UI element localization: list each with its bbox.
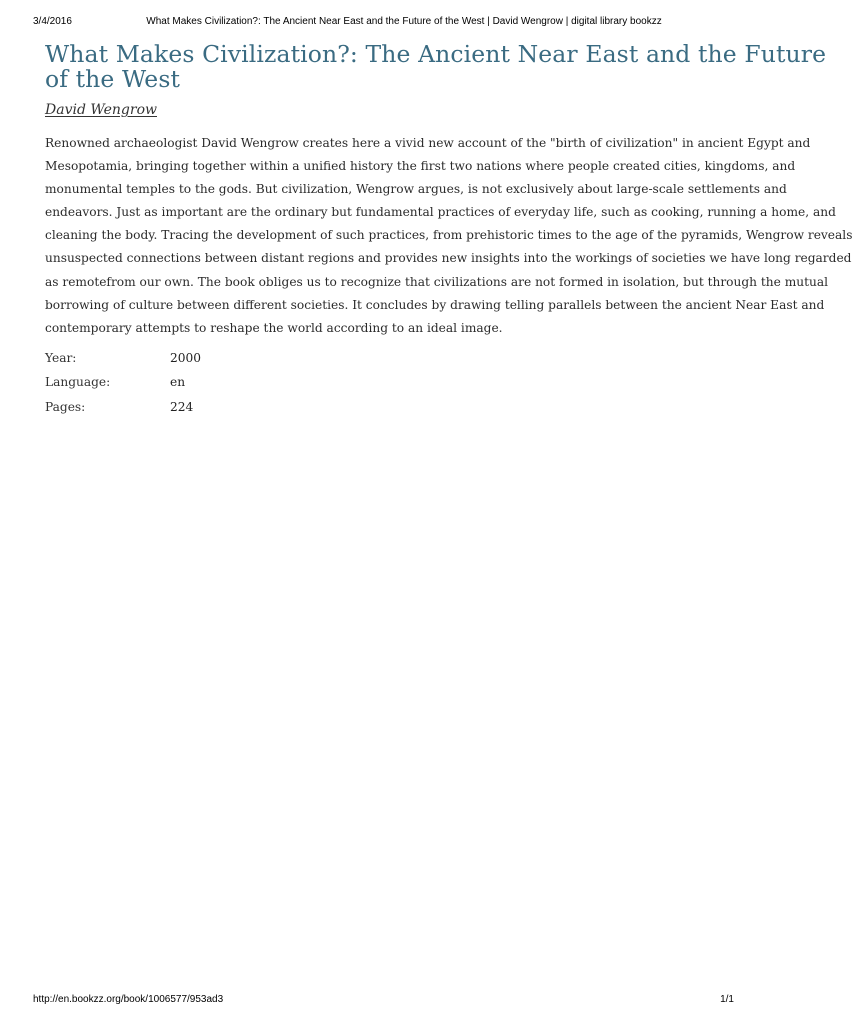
book-description <box>45 132 852 340</box>
meta-row-year <box>45 351 724 376</box>
description-line: borrowing of culture between different societies. It concludes by drawing telling parallels between the ancient Near East and <box>45 297 825 312</box>
print-page-title: What Makes Civilization?: The Ancient Near East and the Future of the West | David Wengrow | digital library bookzz <box>146 16 662 27</box>
meta-key: Pages: <box>45 399 86 414</box>
description-line: contemporary attempts to reshape the world according to an ideal image. <box>45 320 503 335</box>
book-details <box>45 40 852 424</box>
meta-value: 2000 <box>170 350 202 365</box>
description-line: endeavors. Just as important are the ordinary but fundamental practices of everyday life, such as cooking, running a home, and <box>45 205 836 220</box>
print-header <box>0 16 768 30</box>
meta-key: Year: <box>45 350 77 365</box>
meta-row-language <box>45 375 724 400</box>
print-date: 3/4/2016 <box>33 16 72 27</box>
description-line: Mesopotamia, bringing together within a unified history the first two nations where people created cities, kingdoms, and <box>45 159 796 174</box>
book-title-line: of the West <box>45 65 181 93</box>
description-line: unsuspected connections between distant regions and provides new insights into the workings of societies we have long regarded <box>45 251 852 266</box>
book-title <box>45 40 827 93</box>
description-line: cleaning the body. Tracing the development of such practices, from prehistoric times to the age of the pyramids, Wengrow reveals <box>45 228 852 243</box>
meta-value: en <box>170 375 186 390</box>
print-url: http://en.bookzz.org/book/1006577/953ad3 <box>33 994 224 1005</box>
book-title-line: What Makes Civilization?: The Ancient Near East and the Future <box>45 40 827 68</box>
meta-key: Language: <box>45 375 111 390</box>
description-line: Renowned archaeologist David Wengrow creates here a vivid new account of the "birth of civilization" in ancient Egypt and <box>45 136 811 150</box>
print-page-number: 1/1 <box>720 994 734 1005</box>
meta-row-pages <box>45 400 724 425</box>
description-line: monumental temples to the gods. But civilization, Wengrow argues, is not exclusively about large-scale settlements and <box>45 182 787 197</box>
meta-value: 224 <box>170 399 194 414</box>
book-meta-table <box>45 351 724 425</box>
author-link[interactable]: David Wengrow <box>45 102 157 118</box>
description-line: as remotefrom our own. The book obliges us to recognize that civilizations are not formed in isolation, but through the mutual <box>45 274 829 289</box>
print-footer <box>0 994 768 1008</box>
